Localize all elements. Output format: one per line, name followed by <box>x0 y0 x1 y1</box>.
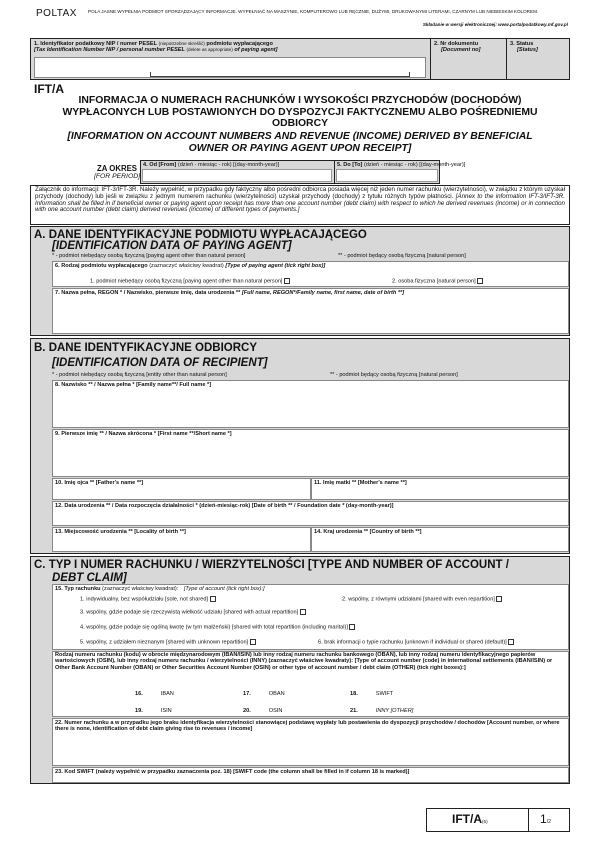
account-type-option-3[interactable]: 3. wspólny, gdzie podaje się rzeczywistą wielkość udziału [shared with actual repartition] <box>80 609 306 616</box>
field-3-label: 3. Status [Status] <box>510 41 538 54</box>
option-1-checkbox[interactable] <box>284 278 290 284</box>
form-code: IFT/A <box>34 82 64 96</box>
section-a-title-en: [IDENTIFICATION DATA OF PAYING AGENT] <box>52 240 292 252</box>
account-type-4-checkbox[interactable] <box>349 624 355 630</box>
field-10-label: 10. Imię ojca ** [Father's name **] <box>55 480 144 486</box>
poltax-logo: POLTAX <box>36 8 77 19</box>
field-8-label: 8. Nazwisko ** / Nazwa pełna * [Family name**/ Full name *] <box>55 382 212 388</box>
annex-note: Załącznik do informacji: IFT-3/IFT-3R. Należy wypełnić, w przypadku gdy faktyczny albo pośredni odbiorca posiada więcej niż jeden numer rachunku (wierzytelności), w związku z którym uzyskał przychody (dochody) lub jeśli w związku z jednym numerem rachunku (wierzytelności) uzyskał przychody (dochody) z tytułu różnych typów płatności. [Annex to the information IFT-3/IFT-3R. Information shall be filled in if beneficial owner or paying agent upon receipt has more than one account number (debt claim) with respect to which he derived revenues (income) or in connection with one account number (debt claim) derived revenues (income) of different types of payments.] <box>30 185 570 225</box>
code-21[interactable]: 21. INNY [OTHER] <box>350 708 414 714</box>
account-type-option-6[interactable]: 6. brak informacji o typie rachunku [unknown if individual or shared (default)] <box>318 639 514 646</box>
account-type-3-checkbox[interactable] <box>300 609 306 615</box>
field-13-label: 13. Miejscowość urodzenia ** [Locality of birth **] <box>55 529 186 535</box>
field-2-label: 2. Nr dokumentu [Document no] <box>434 41 481 54</box>
account-type-1-checkbox[interactable] <box>210 596 216 602</box>
section-b-note-1: * - podmiot niebędący osobą fizyczną [entity other than natural person] <box>52 372 227 378</box>
form-title-pl: INFORMACJA O NUMERACH RACHUNKÓW I WYSOKOŚCI PRZYCHODÓW (DOCHODÓW) WYPŁACONYCH LUB POSTAWIONYCH DO DYSPOZYCJI FAKTYCZNEMU ALBO POŚREDNIEMU ODBIORCY <box>62 95 538 129</box>
account-type-option-4[interactable]: 4. wspólny, gdzie podaje się ogólną kwotę (w tym małżeński) [shared with total repartition (including marital)] <box>80 624 355 631</box>
section-a-note-2: ** - podmiot będący osobą fizyczną [natural person] <box>338 253 466 259</box>
account-type-option-1[interactable]: 1. indywidualny, bez współudziału [sole, not shared] <box>80 596 216 603</box>
to-date-label: 5. Do [To] (dzień - miesiąc - rok) [(day-month-year)] <box>337 162 466 168</box>
field-9-label: 9. Pierwsze imię ** / Nazwa skrócona * [First name **/Short name *] <box>55 431 232 437</box>
code-18[interactable]: 18. SWIFT <box>350 691 394 697</box>
field-7-label: 7. Nazwa pełna, REGON * / Nazwisko, pierwsze imię, data urodzenia ** [Full name, REGON*/Family name, first name, date of birth **] <box>55 290 405 296</box>
field-22-label: 22. Numer rachunku a w przypadku jego braku identyfikacja wierzytelności stanowiącej podstawę wypłaty lub postawienia do dyspozycji przychodów / dochodów [Account number, or where there is none, identification of debt claim giving rise to revenues / income] <box>55 720 560 733</box>
account-type-5-checkbox[interactable] <box>250 639 256 645</box>
header-notice: POLA JASNE WYPEŁNIA PODMIOT SPORZĄDZAJĄCY INFORMACJE. WYPEŁNIAĆ NA MASZYNIE, KOMPUTEROWO LUB RĘCZNIE, DUŻYMI, DRUKOWANYMI LITERAMI, CZARNYM LUB NIEBIESKIM KOLOREM. <box>88 9 539 14</box>
section-a-note-1: * - podmiot niebędący osobą fizyczną [paying agent other than natural person] <box>52 253 246 259</box>
option-2-checkbox[interactable] <box>477 278 483 284</box>
section-b-title: B. DANE IDENTYFIKACYJNE ODBIORCY <box>34 342 257 354</box>
field-23-label: 23. Kod SWIFT (należy wypełnić w przypadku zaznaczenia poz. 18) [SWIFT code (the column shall be filled in if column 18 is marked)] <box>55 769 410 775</box>
period-label: ZA OKRES [FOR PERIOD] <box>93 164 141 180</box>
page-number: 1/2 <box>540 812 551 826</box>
from-date-input[interactable] <box>142 169 332 182</box>
section-b-note-2: ** - podmiot będący osobą fizyczną [natural person] <box>330 372 458 378</box>
nip-tick-marks <box>150 72 410 77</box>
section-c-title: C. TYP I NUMER RACHUNKU / WIERZYTELNOŚCI [TYPE AND NUMBER OF ACCOUNT / <box>34 559 509 571</box>
form-title-en: [INFORMATION ON ACCOUNT NUMBERS AND REVENUE (INCOME) DERIVED BY BENEFICIAL OWNER OR PAYING AGENT UPON RECEIPT] <box>67 131 533 154</box>
field-6-option-1[interactable]: 1. podmiot niebędący osobą fizyczną [paying agent other than natural person] <box>90 278 290 285</box>
code-20[interactable]: 20. OSIN <box>243 708 283 714</box>
field-6-label: 6. Rodzaj podmiotu wypłacającego (zaznaczyć właściwy kwadrat) [Type of paying agent (tick right box)] <box>55 263 326 269</box>
to-date-input[interactable] <box>336 169 438 182</box>
field-6-option-2[interactable]: 2. osoba fizyczna [natural person] <box>392 278 483 285</box>
field-15-label: 15. Typ rachunku (zaznaczyć właściwy kwadrat): [Type of account (tick right box):] <box>55 586 265 592</box>
code-19[interactable]: 19. ISIN <box>135 708 172 714</box>
from-date-label: 4. Od [From] (dzień - miesiąc - rok) [(day-month-year)] <box>143 162 280 168</box>
code-16[interactable]: 16. IBAN <box>135 691 174 697</box>
field-14-label: 14. Kraj urodzenia ** [Country of birth **] <box>314 529 422 535</box>
field-12-label: 12. Data urodzenia ** / Data rozpoczęcia działalności * (dzień-miesiąc-rok) [Date of birth ** / Foundation date * (day-month-year)] <box>55 503 394 509</box>
account-type-6-checkbox[interactable] <box>508 639 514 645</box>
account-type-2-checkbox[interactable] <box>496 596 502 602</box>
footer-form-code: IFT/A(5) <box>452 812 488 826</box>
section-b-title-en: [IDENTIFICATION DATA OF RECIPIENT] <box>52 357 268 369</box>
account-type-option-5[interactable]: 5. wspólny, z udziałem nieznanym [shared with unknown repartition] <box>80 639 256 646</box>
code-17[interactable]: 17. OBAN <box>243 691 285 697</box>
section-c-title-en: DEBT CLAIM] <box>52 572 127 584</box>
section-a-title: A. DANE IDENTYFIKACYJNE PODMIOTU WYPŁACAJĄCEGO <box>34 229 367 241</box>
electronic-filing-note: Składanie w wersji elektronicznej: www.portalpodatkowy.mf.gov.pl <box>422 22 568 27</box>
account-code-description: Rodzaj numeru rachunku (kodu) w obrocie międzynarodowym (IBAN/ISIN) lub inny rodzaj numeru rachunku bankowego (OBAN), lub inny rodzaj numeru identyfikacyjnego papierów wartościowych (OSIN), lub inny rodzaj numeru rachunku / wierzytelności (INNY) (zaznaczyć właściwe kwadraty): [Type of account number (code) in international settlements (IBAN/ISIN) or Other Bank Account Number (OBAN) or Other Securities Account Number (OSIN) or other type of account number / debt claim (OTHER) (tick right boxes):] <box>55 652 553 671</box>
account-type-option-2[interactable]: 2. wspólny, z równymi udziałami [shared with even repartition] <box>342 596 502 603</box>
field-11-label: 11. Imię matki ** [Mother's name **] <box>314 480 407 486</box>
field-1-label: 1. Identyfikator podatkowy NIP / numer PESEL (niepotrzebne skreślić) podmiotu wypłacającego [Tax Identification Number NIP / personal number PESEL (delete as appropriate) of paying agent] <box>34 41 278 54</box>
